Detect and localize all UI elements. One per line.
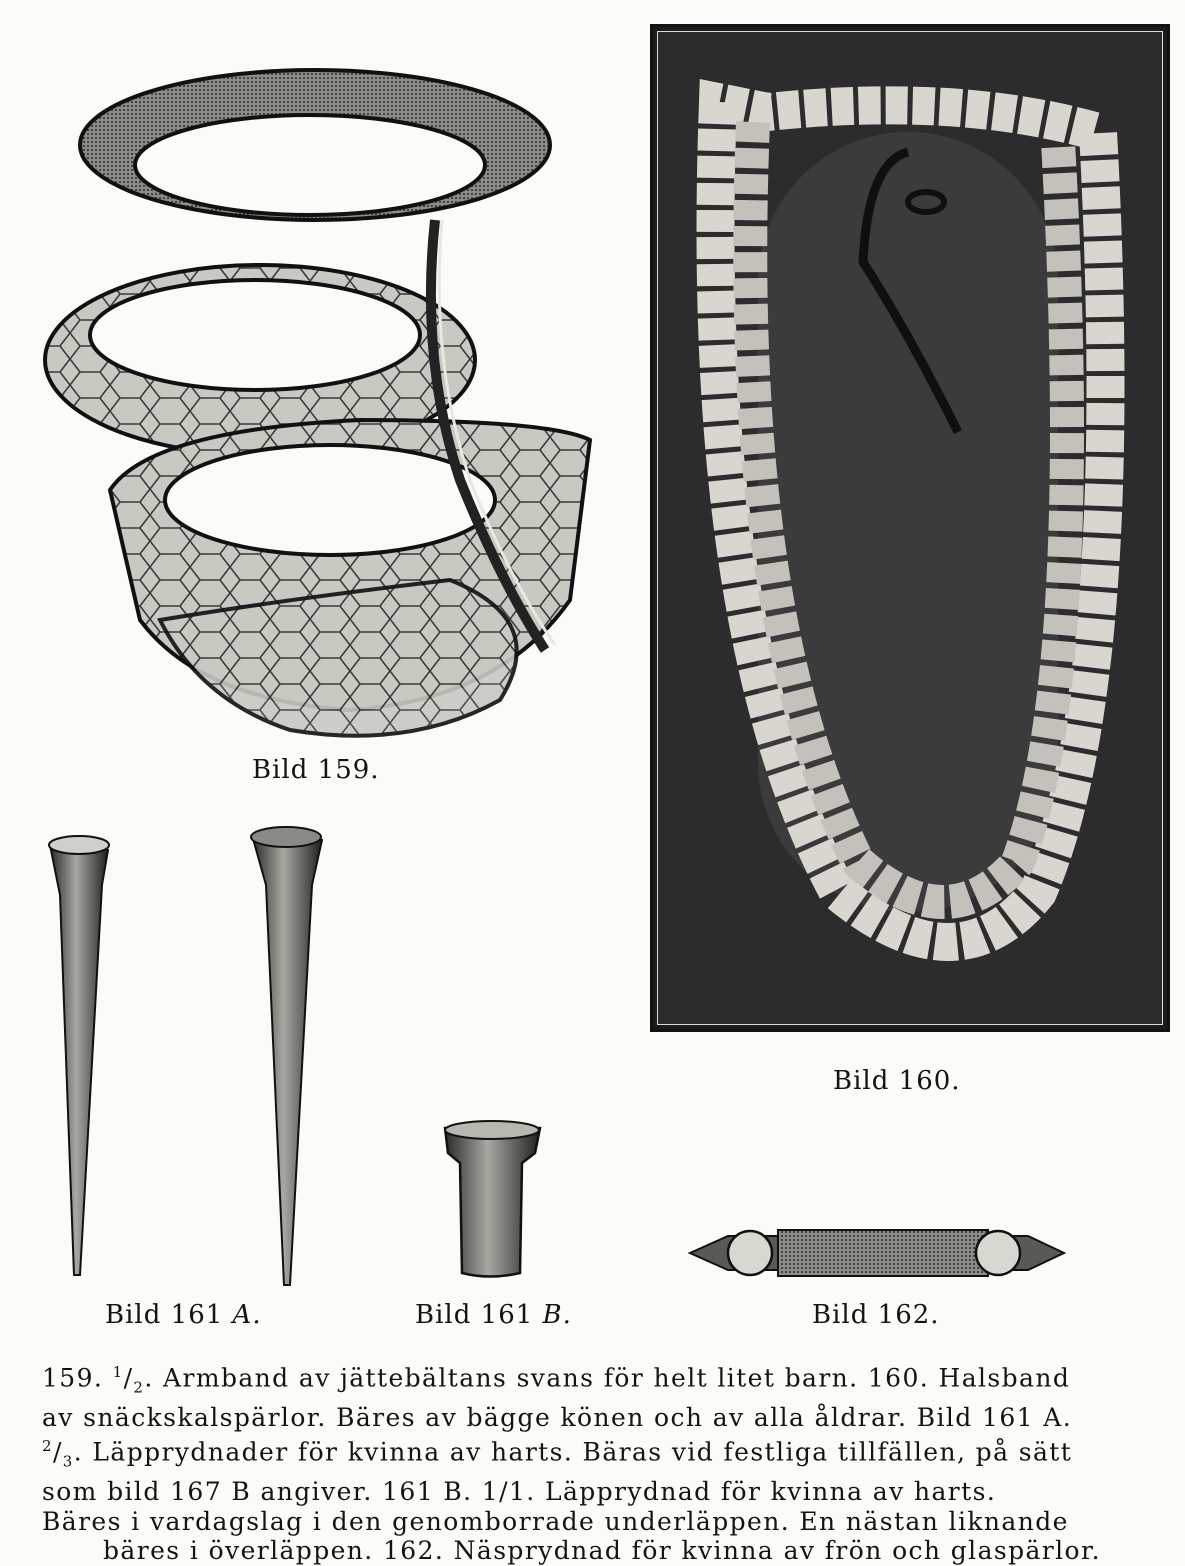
descriptive-text — [42, 1358, 1162, 1566]
text-line-2: av snäckskalspärlor. Bäres av bägge könen och av alla åldrar. Bild 161 A. — [42, 1402, 1073, 1432]
shell-necklace-image — [658, 32, 1162, 1025]
text-line-3: $^2/_3$. Läpprydnader för kvinna av harts. Bäras vid festliga tillfällen, på sätt — [42, 1437, 1073, 1471]
figure-160-caption: Bild 160. — [833, 1066, 961, 1096]
nose-ornament-illustration — [688, 1218, 1068, 1288]
short-lip-plug-illustration — [440, 1118, 545, 1283]
bracelets-illustration — [30, 60, 610, 750]
figure-161b-caption: Bild 161 B. — [415, 1300, 572, 1330]
text-line-6: bäres i överläppen. 162. Näsprydnad för kvinna av frön och glaspärlor. — [103, 1536, 1101, 1566]
text-line-1: 159. $^1/_2$. Armband av jättebältans svans för helt litet barn. 160. Halsband — [42, 1363, 1071, 1397]
necklace-photo — [650, 24, 1170, 1032]
figure-161a-caption: Bild 161 A. — [105, 1300, 262, 1330]
figure-162-caption: Bild 162. — [812, 1300, 940, 1330]
text-line-5: Bäres i vardagslag i den genomborrade underläppen. En nästan liknande — [42, 1506, 1069, 1536]
figure-159-caption: Bild 159. — [252, 755, 380, 785]
text-line-4: som bild 167 B angiver. 161 B. 1/1. Läpprydnad för kvinna av harts. — [42, 1477, 997, 1507]
lip-plugs-illustration — [40, 825, 340, 1295]
